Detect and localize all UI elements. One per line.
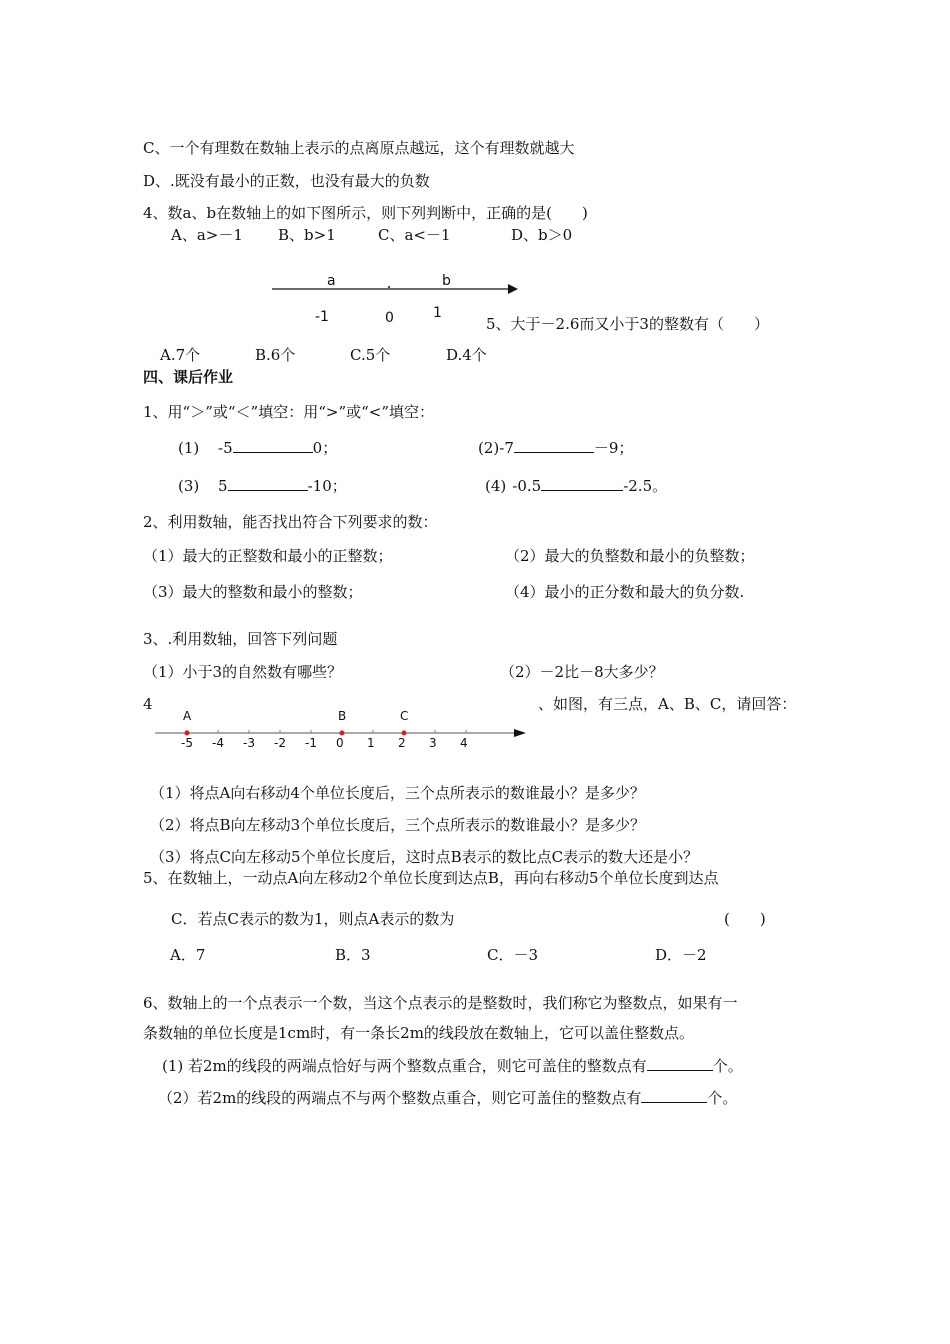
hw4-tick-label: 3 [429,736,437,750]
option-d-text: D、.既没有最小的正数，也没有最大的负数 [143,172,430,190]
hw4-tick-label: 2 [398,736,406,750]
hw1-item-3-left: 5 [218,477,228,495]
hw2-item-1: （1）最大的正整数和最小的正整数； [143,547,393,565]
hw6-item-2-text: （2）若2m的线段的两端点不与两个整数点重合，则它可盖住的整数点有 [158,1089,642,1107]
hw1-item-3-num: (3) [178,477,200,495]
hw6-blank-2[interactable] [641,1088,707,1103]
q4-label-b: b [442,273,451,289]
q5-option-c: C.5个 [350,346,391,364]
section-title: 四、课后作业 [143,368,234,386]
hw6-line1: 6、数轴上的一个点表示一个数，当这个点表示的是整数时，我们称它为整数点，如果有一 [143,994,738,1012]
hw5-option-c: C．－3 [487,946,539,964]
hw6-item-1 [162,1056,743,1076]
hw4-tick-label: 0 [336,736,344,750]
hw1-item-4-left: -0.5 [512,477,542,495]
hw4-point-label-c: C [400,709,409,723]
hw4-num: 4 [143,695,153,713]
q4-label-a: a [327,273,336,289]
q5-option-a: A.7个 [160,346,201,364]
hw2-item-3: （3）最大的整数和最小的整数； [143,583,363,601]
hw4-point-a [185,731,190,736]
hw5-bracket: ( ) [724,910,766,928]
hw5-stem2: C．若点C表示的数为1，则点A表示的数为 [171,910,455,928]
hw4-tick-label: -2 [274,736,286,750]
hw1-item-3-right: -10； [307,477,347,495]
hw5-option-d: D．－2 [655,946,707,964]
hw4-point-b [340,731,345,736]
hw1-item-2-right: －9； [593,439,634,457]
hw6-blank-1[interactable] [647,1056,713,1071]
hw4-item-1: （1）将点A向右移动4个单位长度后，三个点所表示的数谁最小？是多少？ [150,784,645,802]
q4-tick-1: 1 [433,305,442,321]
q4-option-c: C、a<－1 [378,226,451,244]
hw6-item-1-end: 个。 [712,1057,743,1075]
hw6-line2: 条数轴的单位长度是1cm时，有一条长2m的线段放在数轴上，它可以盖住整数点。 [143,1024,694,1042]
hw4-point-label-a: A [183,709,192,723]
hw2-item-2: （2）最大的负整数和最小的负整数； [505,547,755,565]
hw4-point-label-b: B [338,709,347,723]
hw2-stem: 2、利用数轴，能否找出符合下列要求的数： [143,513,438,531]
hw2-item-4: （4）最小的正分数和最大的负分数. [505,583,745,601]
hw4-axis-arrow [514,729,526,737]
q5-option-d: D.4个 [446,346,487,364]
hw3-item-2: （2）－2比－8大多少？ [500,663,664,681]
q5-option-b: B.6个 [255,346,296,364]
hw4-tick-label: -3 [243,736,255,750]
hw1-item-1-right: 0； [312,439,338,457]
hw4-item-3: （3）将点C向左移动5个单位长度后，这时点B表示的数比点C表示的数大还是小？ [150,848,699,866]
hw1-stem: 1、用“＞”或“＜”填空：用“>”或“<”填空： [143,403,435,421]
hw5-option-b: B．3 [335,946,371,964]
hw4-item-2: （2）将点B向左移动3个单位长度后，三个点所表示的数谁最小？是多少？ [150,816,646,834]
hw1-item-2-num: (2) [478,439,500,457]
hw4-tick-label: -5 [181,736,193,750]
hw4-point-c [402,731,407,736]
option-c-text: C、一个有理数在数轴上表示的点离原点越远，这个有理数就越大 [143,139,575,157]
hw4-stem: 、如图，有三点，A、B、C，请回答： [538,695,797,713]
hw1-item-1-left: -5 [218,439,233,457]
q5-stem: 5、大于－2.6而又小于3的整数有（ ） [486,315,769,333]
hw4-tick-label: 4 [460,736,468,750]
hw1-item-4-right: -2.5。 [623,477,668,495]
q4-tick-neg1: -1 [315,309,329,325]
q4-option-a: A、a>－1 [171,226,243,244]
hw6-item-2 [158,1088,737,1108]
hw5-stem: 5、在数轴上，一动点A向左移动2个单位长度到达点B，再向右移动5个单位长度到达点 [143,869,719,887]
hw3-item-1: （1）小于3的自然数有哪些？ [143,663,343,681]
q4-stem: 4、数a、b在数轴上的如下图所示，则下列判断中，正确的是( ) [143,204,588,222]
q4-option-b: B、b>1 [278,226,336,244]
q4-option-d: D、b＞0 [511,226,573,244]
q4-tick-0: 0 [385,310,394,326]
hw6-item-2-end: 个。 [707,1089,738,1107]
hw3-stem: 3、.利用数轴，回答下列问题 [143,630,338,648]
hw4-tick-label: -1 [305,736,317,750]
hw1-item-1-num: (1) [178,439,200,457]
hw1-item-2-left: -7 [499,439,514,457]
hw4-tick-label: -4 [212,736,224,750]
hw6-item-1-text: (1) 若2m的线段的两端点恰好与两个整数点重合，则它可盖住的整数点有 [162,1057,647,1075]
hw1-item-4-num: (4) [485,477,507,495]
hw5-option-a: A．7 [170,946,206,964]
hw4-tick-label: 1 [367,736,375,750]
